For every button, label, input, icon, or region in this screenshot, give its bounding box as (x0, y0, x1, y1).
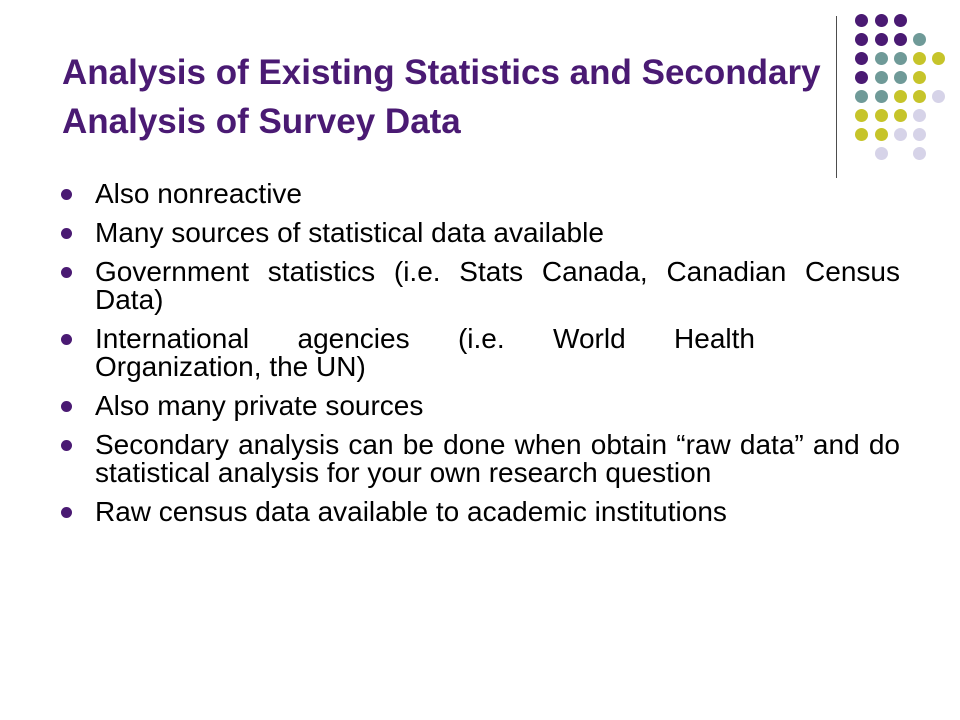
decor-dot (894, 14, 907, 27)
bullet-dot-icon (61, 401, 72, 412)
decor-dot (913, 147, 926, 160)
decor-dot (894, 128, 907, 141)
decor-dot (913, 128, 926, 141)
decor-dot (875, 52, 888, 65)
decorative-dot-grid (850, 14, 950, 154)
decor-dot (875, 33, 888, 46)
decor-dot (913, 90, 926, 103)
decor-dot (855, 128, 868, 141)
decor-dot (894, 71, 907, 84)
decor-dot (855, 109, 868, 122)
decor-dot (875, 109, 888, 122)
decor-dot (913, 109, 926, 122)
decor-dot (855, 33, 868, 46)
title-divider-line (836, 16, 837, 178)
bullet-dot-icon (61, 334, 72, 345)
bullet-dot-icon (61, 507, 72, 518)
decor-dot (875, 128, 888, 141)
bullet-dot-icon (61, 228, 72, 239)
bullet-item (60, 431, 900, 487)
bullet-dot-icon (61, 189, 72, 200)
bullet-text: Government statistics (i.e. Stats Canada, Canadian Census Data) (95, 256, 900, 315)
bullet-item (60, 392, 900, 420)
decor-dot (875, 71, 888, 84)
bullet-list (60, 180, 900, 537)
bullet-item (60, 498, 900, 526)
slide-title: Analysis of Existing Statistics and Secondary Analysis of Survey Data (62, 53, 821, 141)
decor-dot (875, 14, 888, 27)
bullet-text: Many sources of statistical data available (95, 217, 604, 248)
decor-dot (855, 14, 868, 27)
bullet-text: Also nonreactive (95, 178, 303, 209)
decor-dot (913, 52, 926, 65)
decor-dot (855, 90, 868, 103)
bullet-text: Also many private sources (95, 390, 424, 421)
bullet-dot-icon (61, 267, 72, 278)
decor-dot (894, 90, 907, 103)
bullet-dot-icon (61, 440, 72, 451)
decor-dot (932, 52, 945, 65)
decor-dot (894, 33, 907, 46)
decor-dot (894, 52, 907, 65)
bullet-item (60, 219, 900, 247)
bullet-item (60, 180, 900, 208)
decor-dot (894, 109, 907, 122)
bullet-text: Raw census data available to academic institutions (95, 496, 727, 527)
decor-dot (875, 147, 888, 160)
bullet-text: Secondary analysis can be done when obtain “raw data” and do statistical analysis for your own research question (95, 429, 900, 488)
bullet-item (60, 258, 900, 314)
decor-dot (875, 90, 888, 103)
decor-dot (855, 71, 868, 84)
decor-dot (913, 33, 926, 46)
bullet-item (60, 325, 900, 381)
decor-dot (855, 52, 868, 65)
decor-dot (932, 90, 945, 103)
bullet-text: International agencies (i.e. World Health Organization, the UN) (95, 323, 755, 382)
decor-dot (913, 71, 926, 84)
